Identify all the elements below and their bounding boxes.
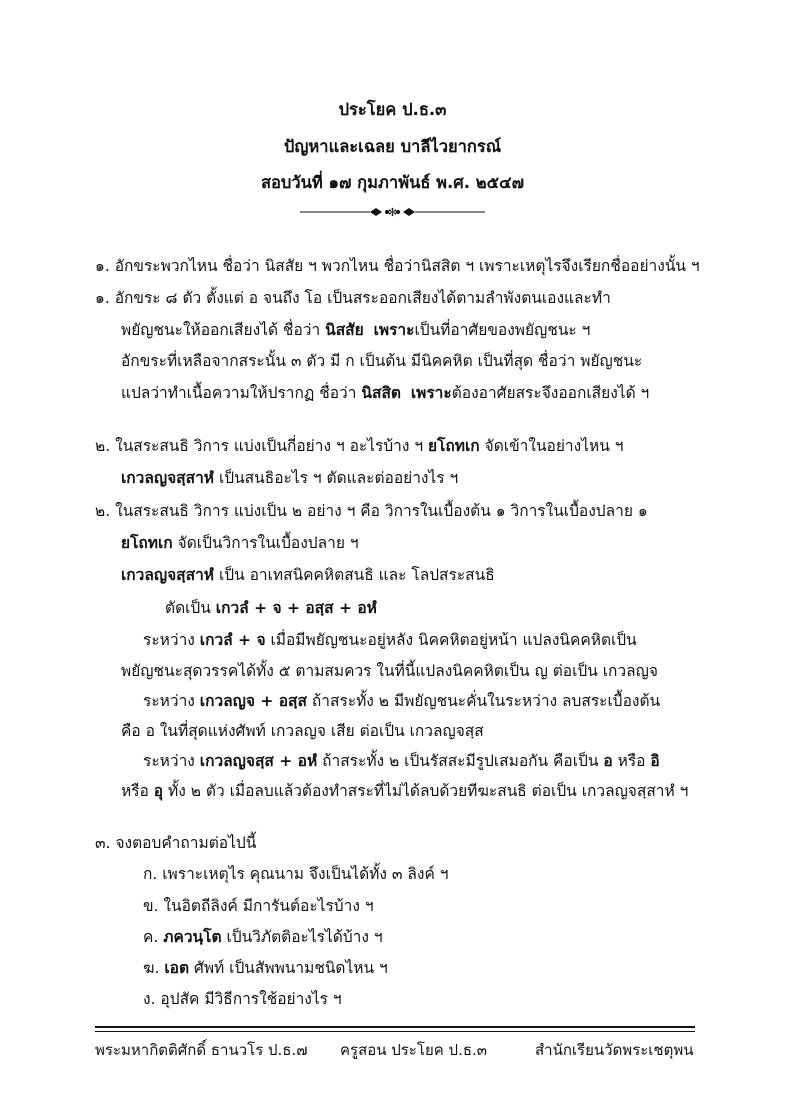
q2-answer-line7 xyxy=(143,690,660,712)
text: จัดเข้าในอย่างไหน ฯ xyxy=(479,437,624,455)
q2-answer-line6: พยัญชนะสุดวรรคได้ทั้ง ๕ ตามสมควร ในที่นี้แปลงนิคคหิตเป็น ญ ต่อเป็น เกวลญจ xyxy=(121,662,658,680)
q2-answer-line9 xyxy=(143,750,660,772)
term: ยโถทเก xyxy=(121,534,173,552)
header-subtitle: ปัญหาและเฉลย บาลีไวยากรณ์ xyxy=(283,137,502,156)
term: เกวลญจสฺสาหํ xyxy=(121,469,215,487)
term-because: เพราะ xyxy=(410,384,452,402)
text: เป็นสนธิอะไร ฯ ตัดและต่ออย่างไร ฯ xyxy=(214,469,459,487)
text: ค. xyxy=(143,928,164,946)
text: จัดเป็นวิการในเบื้องปลาย ฯ xyxy=(172,534,359,552)
term: เกวลญจสฺส + อหํ xyxy=(199,752,318,770)
footer-teacher: ครูสอน ประโยค ป.ธ.๓ xyxy=(340,1041,488,1059)
q3-item xyxy=(143,895,374,917)
footer-school: สำนักเรียนวัดพระเชตุพน xyxy=(535,1041,694,1059)
q1-answer-line3: อักขระที่เหลือจากสระนั้น ๓ ตัว มี ก เป็นต้น มีนิคคหิต เป็นที่สุด ชื่อว่า พยัญชนะ xyxy=(121,352,643,370)
text: ๒. ในสระสนธิ วิการ แบ่งเป็นกี่อย่าง ฯ อะไรบ้าง ฯ xyxy=(95,437,428,455)
q1-answer-line1: ๑. อักขระ ๘ ตัว ตั้งแต่ อ จนถึง โอ เป็นสระออกเสียงได้ตามลำพังตนเองและทำ xyxy=(95,289,611,307)
q2-answer-line8: คือ อ ในที่สุดแห่งศัพท์ เกวลญจ เสีย ต่อเป็น เกวลญจสฺส xyxy=(121,722,484,740)
footer-divider xyxy=(95,1026,695,1028)
term: อ xyxy=(603,752,613,770)
text: ระหว่าง xyxy=(143,631,200,649)
term-because: เพราะ xyxy=(373,321,415,339)
q3-question: ๓. จงตอบคำถามต่อไปนี้ xyxy=(95,834,257,852)
text: ระหว่าง xyxy=(143,752,200,770)
term: เกวลํ + จ xyxy=(199,631,266,649)
q1-answer-line4 xyxy=(121,382,649,404)
term-nissaya: นิสสัย xyxy=(325,321,364,339)
text: แปลว่าทำเนื้อความให้ปรากฏ ชื่อว่า xyxy=(121,384,362,402)
text: ฆ. xyxy=(143,959,165,977)
text: ง. อุปสัค มีวิธีการใช้อย่างไร ฯ xyxy=(143,990,342,1008)
text: ถ้าสระทั้ง ๒ เป็นรัสสะมีรูปเสมอกัน คือเป็น xyxy=(317,752,604,770)
q3-item xyxy=(143,926,383,948)
term: เกวลญจ + อสฺส xyxy=(199,692,307,710)
q1-question: ๑. อักขระพวกไหน ชื่อว่า นิสสัย ฯ พวกไหน ชื่อว่านิสสิต ฯ เพราะเหตุไรจึงเรียกชื่ออย่างนั้น ฯ xyxy=(95,257,700,275)
text: ศัพท์ เป็นสัพพนามชนิดไหน ฯ xyxy=(189,959,388,977)
term-nissita: นิสสิต xyxy=(361,384,401,402)
text: พยัญชนะให้ออกเสียงได้ ชื่อว่า xyxy=(121,321,326,339)
term: เอต xyxy=(164,959,190,977)
footer-author: พระมหากิตติศักดิ์ ธานวโร ป.ธ.๗ xyxy=(95,1041,308,1059)
term: อุ xyxy=(153,782,164,800)
svg-text:✻: ✻ xyxy=(387,206,398,219)
text: ตัดเป็น xyxy=(165,599,216,617)
q2-answer-line5 xyxy=(143,629,637,651)
text: หรือ xyxy=(612,752,651,770)
term: เกวลญจสฺสาหํ xyxy=(121,566,215,584)
text: ก. เพราะเหตุไร คุณนาม จึงเป็นได้ทั้ง ๓ ลิงค์ ฯ xyxy=(143,865,449,883)
footer-divider xyxy=(95,1031,695,1032)
q1-answer-line2 xyxy=(121,319,590,341)
text: เป็นที่อาศัยของพยัญชนะ ฯ xyxy=(414,321,591,339)
q2-question-line2 xyxy=(121,467,458,489)
term: ภควนฺโต xyxy=(163,928,222,946)
header-title: ประโยค ป.ธ.๓ xyxy=(338,100,447,119)
term: เกวลํ + จ + อสฺส + อหํ xyxy=(215,599,377,617)
term: อิ xyxy=(650,752,660,770)
q2-answer-line4 xyxy=(165,597,377,619)
q2-question-line1 xyxy=(95,435,623,457)
text: เมื่อมีพยัญชนะอยู่หลัง นิคคหิตอยู่หน้า แปลงนิคคหิตเป็น xyxy=(265,631,637,649)
q2-answer-line2 xyxy=(121,532,359,554)
text: ต้องอาศัยสระจึงออกเสียงได้ ฯ xyxy=(451,384,650,402)
text: ข. ในอิตถีลิงค์ มีการันต์อะไรบ้าง ฯ xyxy=(143,897,374,915)
q2-answer-line3 xyxy=(121,564,495,586)
term: ยโถทเก xyxy=(428,437,480,455)
q2-answer-line10 xyxy=(121,780,688,802)
q3-item xyxy=(143,957,388,979)
text: ทั้ง ๒ ตัว เมื่อลบแล้วต้องทำสระที่ไม่ได้ลบด้วยทีฆะสนธิ ต่อเป็น เกวลญจสฺสาหํ ฯ xyxy=(163,782,689,800)
ornament-divider xyxy=(300,205,485,219)
text: เป็นวิภัตติอะไรได้บ้าง ฯ xyxy=(221,928,383,946)
text: หรือ xyxy=(121,782,154,800)
q3-item xyxy=(143,988,342,1010)
q2-answer-line1: ๒. ในสระสนธิ วิการ แบ่งเป็น ๒ อย่าง ฯ คือ วิการในเบื้องต้น ๑ วิการในเบื้องปลาย ๑ xyxy=(95,502,648,520)
text: ถ้าสระทั้ง ๒ มีพยัญชนะคั่นในระหว่าง ลบสระเบื้องต้น xyxy=(306,692,661,710)
text: เป็น อาเทสนิคคหิตสนธิ และ โลปสระสนธิ xyxy=(214,566,495,584)
text: ระหว่าง xyxy=(143,692,200,710)
q3-item xyxy=(143,863,448,885)
header-date: สอบวันที่ ๑๗ กุมภาพันธ์ พ.ศ. ๒๕๔๗ xyxy=(260,173,525,192)
